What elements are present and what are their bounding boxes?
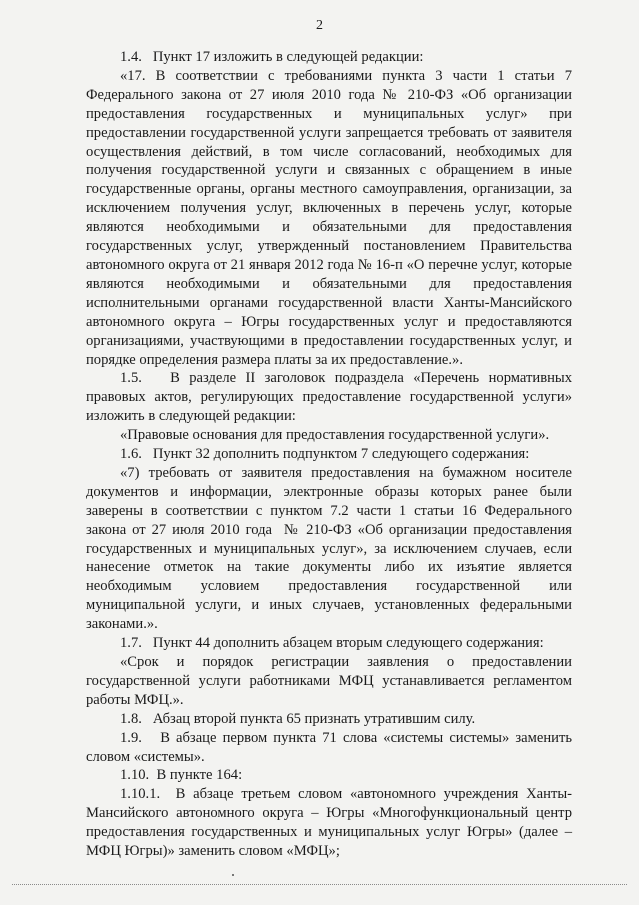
paragraph-1-5: 1.5. В разделе II заголовок подраздела «Перечень нормативных правовых актов, регулирующих предоставление государственной услуги» изложить в следующей редакции: [86,370,572,425]
paragraph-1-8: 1.8. Абзац второй пункта 65 признать утратившим силу. [120,710,476,727]
paragraph-registration: «Срок и порядок регистрации заявления о предоставлении государственной услуги работниками МФЦ устанавливается регламентом работы МФЦ.». [86,654,572,708]
document-body [86,48,572,861]
paragraph-1-9: 1.9. В абзаце первом пункта 71 слова «системы системы» заменить словом «системы». [86,729,572,765]
paragraph-1-10: 1.10. В пункте 164: [120,767,243,784]
paragraph-1-6: 1.6. Пункт 32 дополнить подпунктом 7 следующего содержания: [120,446,530,463]
paragraph-1-10-1: 1.10.1. В абзаце третьем словом «автономного учреждения Ханты-Мансийского автономного округа – Югры «Многофункциональный центр предоставления государственных и муниципальных услуг Югры» (далее – МФЦ Югры)» заменить словом «МФЦ»; [86,786,572,860]
paragraph-17-text: «17. В соответствии с требованиями пункта 3 части 1 статьи 7 Федерального закона от 27 июля 2010 года № 210-ФЗ «Об организации предоставления государственных и муниципальных услуг» при предоставлении государственной услуги запрещается требовать от заявителя осуществления действий, в том числе согласований, необходимых для получения государственной услуги и связанных с обращением в иные государственные органы, органы местного самоуправления, организации, за исключением получения услуг, включенных в перечень услуг, которые являются необходимыми и обязательными для предоставления государственных услуг, утвержденный постановлением Правительства автономного округа от 21 января 2012 года № 16-п «О перечне услуг, которые являются необходимыми и обязательными для предоставления исполнительными органами государственной власти Ханты-Мансийского автономного округа – Югры государственных услуг и предоставляются организациями, участвующими в предоставлении государственных услуг, и порядке определения размера платы за их предоставление.». [86,67,572,368]
paragraph-subitem-7: «7) требовать от заявителя предоставления на бумажном носителе документов и информации, электронные образы которых ранее были заверены в соответствии с пунктом 7.2 части 1 статьи 16 Федерального закона от 27 июля 2010 года № 210-ФЗ «Об организации предоставления государственных и муниципальных услуг», за исключением случаев, если нанесение отметок на такие документы либо их изъятие является необходимым условием предоставления государственной или муниципальной услуги, и иных случаев, установленных федеральными законами.». [86,464,572,633]
paragraph-1-7: 1.7. Пункт 44 дополнить абзацем вторым следующего содержания: [120,635,544,652]
page-number: 2 [316,18,323,33]
paragraph-1-4: 1.4. Пункт 17 изложить в следующей редакции: [120,49,424,65]
scan-speck [232,874,234,876]
footer-divider [12,884,627,885]
paragraph-legal-basis: «Правовые основания для предоставления государственной услуги». [120,427,550,444]
